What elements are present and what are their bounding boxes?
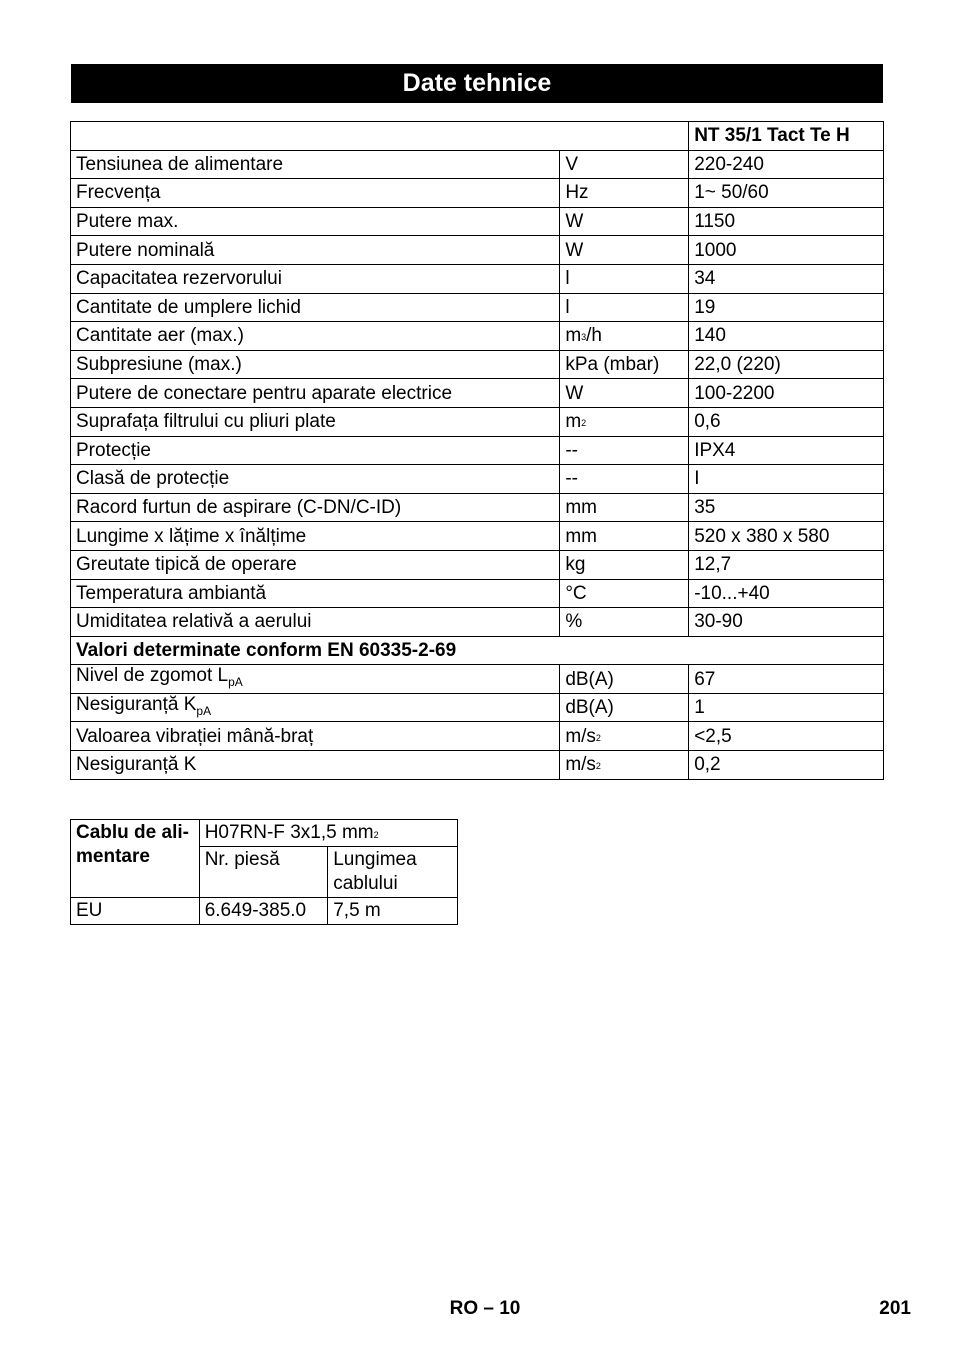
table-row <box>71 608 884 637</box>
table-row <box>71 665 884 694</box>
spec-label-cell <box>71 722 560 751</box>
spec-label: Putere max. <box>76 211 179 233</box>
spec-label-cell <box>71 465 560 494</box>
spec-unit: -- <box>565 439 578 461</box>
spec-label-cell <box>71 550 560 579</box>
spec-unit-superscript: 2 <box>595 761 601 772</box>
model-header: NT 35/1 Tact Te H <box>689 122 884 151</box>
cable-type-sup: 2 <box>373 830 379 840</box>
cable-header-label: Cablu de ali-mentare <box>71 820 200 898</box>
col-part-number: Nr. piesă <box>199 847 328 898</box>
spec-label-cell <box>71 150 560 179</box>
table-row <box>71 579 884 608</box>
spec-unit-cell <box>560 293 689 322</box>
spec-unit-cell <box>560 493 689 522</box>
spec-value: 140 <box>689 322 884 351</box>
spec-unit-cell <box>560 379 689 408</box>
table-header-row <box>71 122 884 151</box>
spec-value: -10...+40 <box>689 579 884 608</box>
spec-value: 30-90 <box>689 608 884 637</box>
spec-unit: kPa (mbar) <box>565 354 660 376</box>
spec-unit-cell <box>560 751 689 780</box>
spec-label: Frecvența <box>76 182 161 204</box>
spec-unit: W <box>565 239 584 261</box>
spec-label-cell <box>71 236 560 265</box>
spec-unit: mm <box>565 497 597 519</box>
spec-label-cell <box>71 350 560 379</box>
spec-unit: m <box>565 411 582 433</box>
spec-label: Clasă de protecție <box>76 468 230 490</box>
spec-value: 0,2 <box>689 751 884 780</box>
spec-label-cell <box>71 693 560 722</box>
spec-unit: W <box>565 382 584 404</box>
cable-length-cell: 7,5 m <box>328 898 458 925</box>
spec-label-cell <box>71 293 560 322</box>
part-number-cell: 6.649-385.0 <box>199 898 328 925</box>
spec-label-cell <box>71 264 560 293</box>
spec-value: 12,7 <box>689 550 884 579</box>
spec-unit-suffix: /h <box>586 325 603 347</box>
spec-label: Protecție <box>76 439 151 461</box>
spec-unit-cell <box>560 407 689 436</box>
table-row <box>71 236 884 265</box>
table-row <box>71 150 884 179</box>
spec-value: 1000 <box>689 236 884 265</box>
spec-unit-cell <box>560 322 689 351</box>
table-row <box>71 379 884 408</box>
spec-label-cell <box>71 751 560 780</box>
spec-label-cell <box>71 407 560 436</box>
spec-unit-cell <box>560 436 689 465</box>
spec-unit: m/s <box>565 754 596 776</box>
technical-data-table <box>70 121 884 780</box>
spec-unit: mm <box>565 525 597 547</box>
section-header-row <box>71 636 884 665</box>
spec-unit: dB(A) <box>565 668 614 690</box>
table-row <box>71 407 884 436</box>
spec-label: Suprafața filtrului cu pliuri plate <box>76 411 336 433</box>
spec-value: <2,5 <box>689 722 884 751</box>
table-row <box>71 722 884 751</box>
spec-label-subscript: pA <box>196 703 212 718</box>
spec-label-cell <box>71 207 560 236</box>
spec-label-cell <box>71 608 560 637</box>
spec-unit-cell <box>560 236 689 265</box>
table-row <box>71 350 884 379</box>
table-row <box>71 465 884 494</box>
spec-unit: dB(A) <box>565 697 614 719</box>
spec-unit: m/s <box>565 725 596 747</box>
spec-label: Putere de conectare pentru aparate electrice <box>76 382 453 404</box>
spec-value: 1150 <box>689 207 884 236</box>
spec-unit: m <box>565 325 582 347</box>
spec-label: Temperatura ambiantă <box>76 582 267 604</box>
footer-section-label: RO – 10 <box>449 1298 521 1319</box>
table-row <box>71 751 884 780</box>
spec-unit-cell <box>560 722 689 751</box>
table-row <box>71 436 884 465</box>
page-number: 201 <box>879 1298 911 1319</box>
spec-unit: -- <box>565 468 578 490</box>
spec-value: 0,6 <box>689 407 884 436</box>
spec-label: Nesiguranță K <box>76 754 197 776</box>
power-cable-table <box>70 819 458 925</box>
table-row <box>71 693 884 722</box>
spec-value: 520 x 380 x 580 <box>689 522 884 551</box>
spec-value: IPX4 <box>689 436 884 465</box>
spec-label-cell <box>71 179 560 208</box>
spec-unit-cell <box>560 150 689 179</box>
spec-label: Subpresiune (max.) <box>76 354 242 376</box>
spec-unit: °C <box>565 582 587 604</box>
col-cable-length: Lungimea cablului <box>328 847 458 898</box>
spec-value: 1~ 50/60 <box>689 179 884 208</box>
table-row <box>71 493 884 522</box>
spec-unit-cell <box>560 207 689 236</box>
spec-unit: l <box>565 268 570 290</box>
spec-label-cell <box>71 522 560 551</box>
table-row <box>71 322 884 351</box>
table-row <box>71 264 884 293</box>
spec-label-subscript: pA <box>228 674 243 689</box>
page-title: Date tehnice <box>71 64 883 103</box>
spec-unit: W <box>565 211 584 233</box>
spec-label: Capacitatea rezervorului <box>76 268 282 290</box>
spec-label: Putere nominală <box>76 239 215 261</box>
spec-label-cell <box>71 379 560 408</box>
spec-unit-cell <box>560 350 689 379</box>
spec-unit: kg <box>565 554 586 576</box>
spec-label: Greutate tipică de operare <box>76 554 297 576</box>
spec-unit-superscript: 3 <box>581 332 587 343</box>
table-row <box>71 207 884 236</box>
spec-unit-cell <box>560 608 689 637</box>
spec-unit: Hz <box>565 182 589 204</box>
cable-type: H07RN-F 3x1,5 mm <box>204 822 374 843</box>
spec-value: 67 <box>689 665 884 694</box>
spec-label-cell <box>71 665 560 694</box>
spec-label: Racord furtun de aspirare (C-DN/C-ID) <box>76 497 402 519</box>
cable-type-cell <box>199 820 457 847</box>
header-empty-cell <box>71 122 689 151</box>
spec-label-cell <box>71 322 560 351</box>
table-row <box>71 293 884 322</box>
spec-value: 220-240 <box>689 150 884 179</box>
table-row <box>71 522 884 551</box>
spec-label: Tensiunea de alimentare <box>76 153 284 175</box>
spec-unit: % <box>565 611 583 633</box>
section-header: Valori determinate conform EN 60335-2-69 <box>71 636 884 665</box>
spec-label: Cantitate aer (max.) <box>76 325 244 347</box>
spec-label: Umiditatea relativă a aerului <box>76 611 312 633</box>
spec-value: 22,0 (220) <box>689 350 884 379</box>
spec-value: 34 <box>689 264 884 293</box>
spec-value: 19 <box>689 293 884 322</box>
region-cell: EU <box>71 898 200 925</box>
spec-unit: l <box>565 296 570 318</box>
spec-value: 1 <box>689 693 884 722</box>
spec-label: Valoarea vibrației mână-braț <box>76 725 314 747</box>
spec-label: Nivel de zgomot L <box>76 665 229 687</box>
spec-label-cell <box>71 579 560 608</box>
spec-label: Cantitate de umplere lichid <box>76 296 301 318</box>
spec-label-cell <box>71 493 560 522</box>
spec-value: I <box>689 465 884 494</box>
spec-label-cell <box>71 436 560 465</box>
spec-unit-cell <box>560 665 689 694</box>
spec-unit-cell <box>560 550 689 579</box>
spec-unit-superscript: 2 <box>595 732 601 743</box>
spec-value: 35 <box>689 493 884 522</box>
spec-unit-cell <box>560 179 689 208</box>
spec-unit: V <box>565 153 578 175</box>
spec-unit-cell <box>560 693 689 722</box>
spec-label: Nesiguranță K <box>76 693 197 715</box>
spec-unit-cell <box>560 264 689 293</box>
spec-value: 100-2200 <box>689 379 884 408</box>
spec-unit-cell <box>560 465 689 494</box>
spec-unit-superscript: 2 <box>581 418 587 429</box>
spec-unit-cell <box>560 522 689 551</box>
table-row <box>71 179 884 208</box>
spec-label: Lungime x lățime x înălțime <box>76 525 307 547</box>
spec-unit-cell <box>560 579 689 608</box>
table-row <box>71 550 884 579</box>
